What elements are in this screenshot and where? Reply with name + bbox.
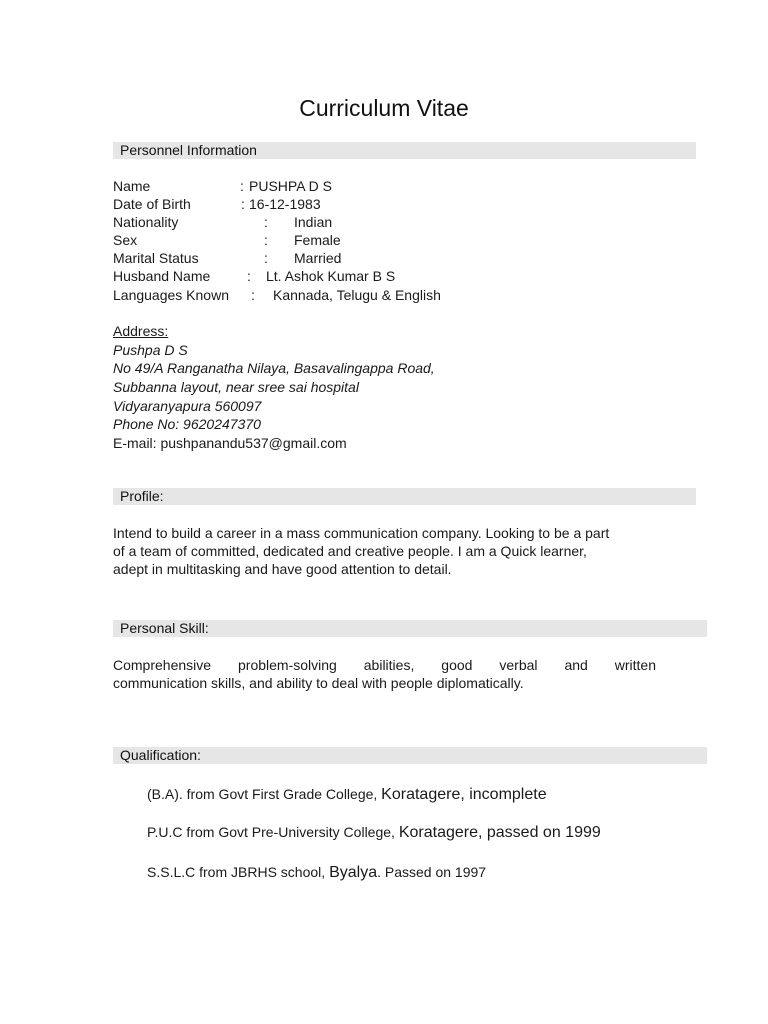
section-heading-skill: Personal Skill: <box>113 620 707 637</box>
field-value: Lt. Ashok Kumar B S <box>266 268 396 284</box>
qualification-item <box>147 822 601 843</box>
field-colon: : <box>264 250 268 266</box>
qualification-place: Byalya <box>329 864 378 881</box>
profile-line: adept in multitasking and have good attention to detail. <box>113 561 452 577</box>
field-label: Languages Known <box>113 287 229 303</box>
phone-line: Phone No: 9620247370 <box>113 416 261 432</box>
field-value: 16-12-1983 <box>249 196 321 212</box>
field-value: Female <box>294 232 341 248</box>
qualification-text: S.S.L.C from JBRHS school, <box>147 864 330 880</box>
address-line: Subbanna layout, near sree sai hospital <box>113 379 359 395</box>
profile-text <box>113 524 658 578</box>
qualification-place: Koratagere, incomplete <box>381 786 547 803</box>
profile-line: of a team of committed, dedicated and creative people. I am a Quick learner, <box>113 543 587 559</box>
field-label: Date of Birth <box>113 196 191 212</box>
qualification-item <box>147 784 547 805</box>
field-colon: : <box>264 214 268 230</box>
qualification-text: (B.A). from Govt First Grade College, <box>147 786 382 802</box>
address-line: No 49/A Ranganatha Nilaya, Basavalingappa Road, <box>113 360 435 376</box>
qualification-tail: . Passed on 1997 <box>377 864 487 880</box>
field-label: Marital Status <box>113 250 199 266</box>
skill-text <box>113 656 656 692</box>
document-title: Curriculum Vitae <box>299 95 469 121</box>
field-value: Kannada, Telugu & English <box>273 287 441 303</box>
address-line: Pushpa D S <box>113 342 188 358</box>
field-colon: : <box>251 287 255 303</box>
qualification-text: P.U.C from Govt Pre-University College, <box>147 824 399 840</box>
address-line: Vidyaranyapura 560097 <box>113 398 262 414</box>
field-colon: : <box>247 268 251 284</box>
qualification-place: Koratagere, passed on 1999 <box>398 824 601 841</box>
field-label: Sex <box>113 232 138 248</box>
qualification-item <box>147 862 486 883</box>
field-value: PUSHPA D S <box>249 178 332 194</box>
field-value: Indian <box>294 214 333 230</box>
field-colon: : <box>240 178 244 194</box>
field-label: Name <box>113 178 151 194</box>
skill-line: communication skills, and ability to deal with people diplomatically. <box>113 675 524 691</box>
field-colon: : <box>241 196 245 212</box>
field-colon: : <box>264 232 268 248</box>
section-heading-profile: Profile: <box>113 488 696 505</box>
address-heading: Address: <box>113 323 169 339</box>
skill-line: Comprehensive problem-solving abilities, good verbal and written <box>113 657 656 673</box>
email-line: E-mail: pushpanandu537@gmail.com <box>113 435 347 451</box>
section-heading-personnel: Personnel Information <box>113 142 696 159</box>
field-label: Nationality <box>113 214 179 230</box>
section-heading-qualification: Qualification: <box>113 747 707 764</box>
field-value: Married <box>294 250 342 266</box>
field-label: Husband Name <box>113 268 211 284</box>
profile-line: Intend to build a career in a mass communication company. Looking to be a part <box>113 525 610 541</box>
